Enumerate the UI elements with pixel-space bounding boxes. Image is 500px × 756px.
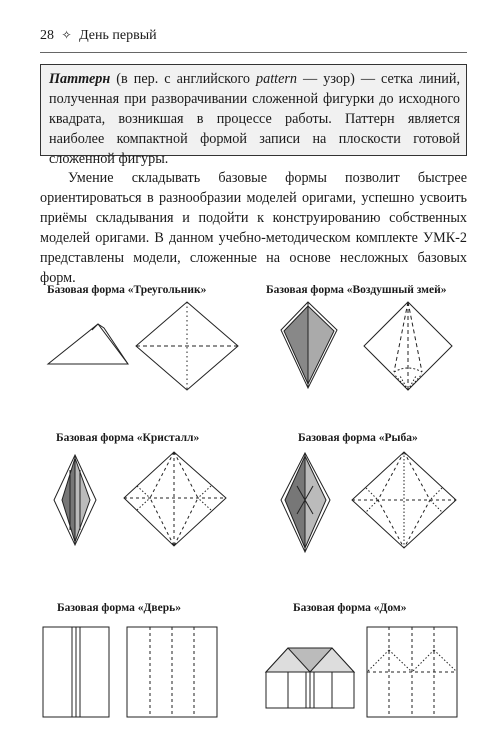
kite-folded-drawing [281,302,337,388]
crystal-pattern-drawing [124,452,226,546]
body-paragraph: Умение складывать базовые формы позволит быстрее ориентироваться в разнообразии моделей оригами, успешно усвоить приёмы складывания и подойти к конструированию собственных моделей оригами. В данном учебно-методическом комплекте УМК-2 представлены модели, сложенные на основе несложных базовых форм. [40,170,467,286]
chapter-title: День первый [79,28,157,43]
definition-text-b: — узор) — сетка линий, полученная при разворачивании сложенной фигурки до исходного квадрата, возникшая в процессе работы. Паттерн является наиболее компактной формой записи на плоскости готовой сложенной фигуры. [49,71,460,167]
triangle-pattern-drawing [136,302,238,390]
caption-kite: Базовая форма «Воздушный змей» [266,284,447,296]
door-pattern-drawing [127,627,217,717]
door-folded-drawing [43,627,109,717]
triangle-folded-drawing [48,324,128,364]
definition-term: Паттерн [49,71,111,87]
kite-pattern-drawing [364,302,452,390]
house-pattern-drawing [367,627,457,717]
fish-folded-drawing [281,453,330,552]
caption-crystal: Базовая форма «Кристалл» [56,432,200,444]
definition-italic-word: pattern [256,71,298,87]
caption-triangle: Базовая форма «Треугольник» [47,284,207,296]
caption-house: Базовая форма «Дом» [293,602,407,614]
page-number: 28 [40,28,54,43]
house-folded-drawing [266,648,354,708]
crystal-folded-drawing [54,455,96,545]
fish-pattern-drawing [352,452,456,548]
definition-text-a: (в пер. с английского [110,71,257,87]
caption-door: Базовая форма «Дверь» [57,602,181,614]
ornament-icon: ✧ [61,28,72,42]
caption-fish: Базовая форма «Рыба» [298,432,418,444]
